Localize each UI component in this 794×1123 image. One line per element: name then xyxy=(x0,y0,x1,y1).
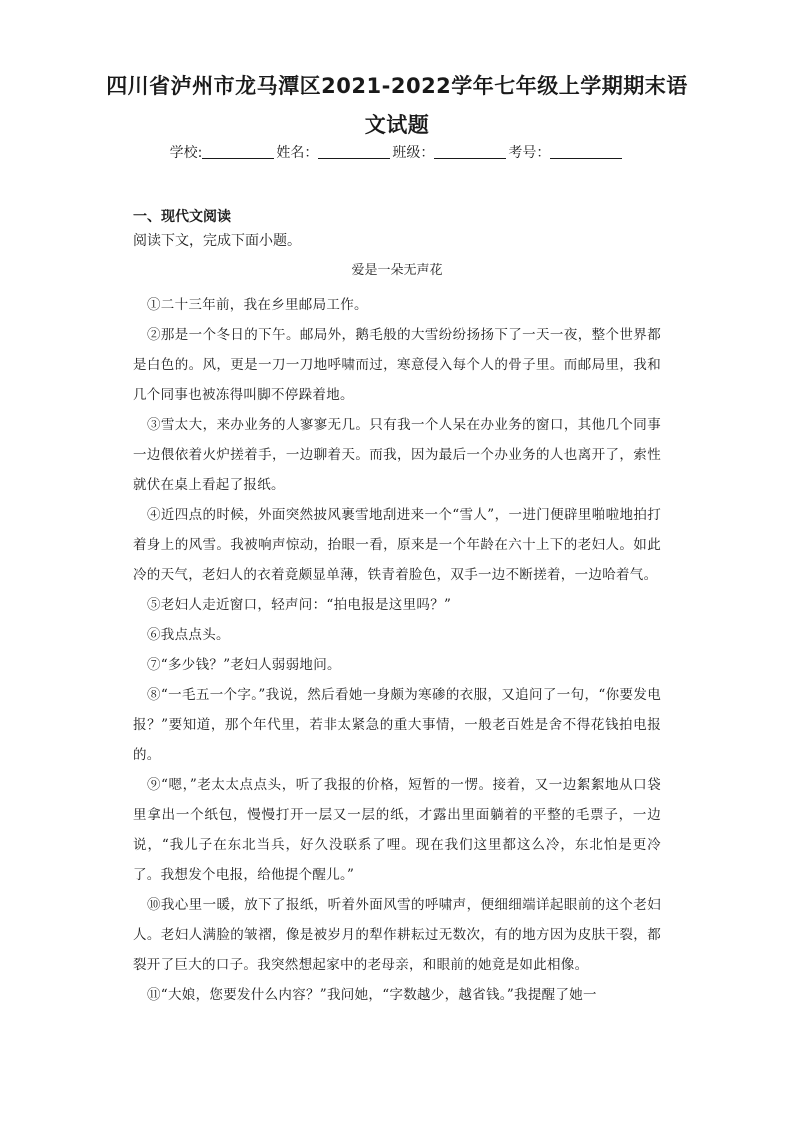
name-label: 姓名： xyxy=(276,145,319,161)
essay-title: 爱是一朵无声花 xyxy=(351,263,443,278)
student-info-row xyxy=(0,145,794,161)
essay-paragraph: ④近四点的时候，外面突然披风裹雪地刮进来一个“雪人”，一进门便辟里啪啦地拍打着身上的风雪。我被响声惊动，抬眼一看，原来是一个年龄在六十上下的老妇人。如此冷的天气，老妇人的衣着竟颇显单薄，铁青着脸色，双手一边不断搓着，一边哈着气。 xyxy=(133,507,661,583)
essay-paragraph: ⑪“大娘，您要发什么内容？”我问她，“字数越少，越省钱。”我提醒了她一 xyxy=(147,987,597,1003)
essay-paragraph: ⑨“嗯，”老太太点点头，听了我报的价格，短暂的一愣。接着，又一边絮絮地从口袋里拿出一个纸包，慢慢打开一层又一层的纸，才露出里面躺着的平整的毛票子，一边说，“我儿子在东北当兵，好久没联系了哩。现在我们这里都这么冷，东北怕是更冷了。我想发个电报，给他提个醒儿。” xyxy=(133,777,661,883)
exam-number-blank[interactable] xyxy=(550,145,622,159)
name-blank[interactable] xyxy=(318,145,390,159)
essay-paragraph: ②那是一个冬日的下午。邮局外，鹅毛般的大雪纷纷扬扬下了一天一夜，整个世界都是白色的。风，更是一刀一刀地呼啸而过，寒意侵入每个人的骨子里。而邮局里，我和几个同事也被冻得叫脚不停跺着地。 xyxy=(133,327,661,403)
class-label: 班级： xyxy=(392,145,435,161)
document-title-line-1: 四川省泸州市龙马潭区2021-2022学年七年级上学期期末语 xyxy=(106,74,688,98)
section-heading: 一、现代文阅读 xyxy=(133,209,231,225)
essay-paragraph: ③雪太大，来办业务的人寥寥无几。只有我一个人呆在办业务的窗口，其他几个同事一边偎依着火炉搓着手，一边聊着天。而我，因为最后一个办业务的人也离开了，索性就伏在桌上看起了报纸。 xyxy=(133,417,661,493)
essay-paragraph: ⑥我点点头。 xyxy=(147,627,230,643)
essay-paragraph: ①二十三年前，我在乡里邮局工作。 xyxy=(147,297,368,313)
school-blank[interactable] xyxy=(202,145,274,159)
class-blank[interactable] xyxy=(434,145,506,159)
essay-paragraph: ⑧“一毛五一个字。”我说，然后看她一身颇为寒碜的衣服，又追问了一句，“你要发电报？”要知道，那个年代里，若非太紧急的重大事情，一般老百姓是舍不得花钱拍电报的。 xyxy=(133,687,661,763)
essay-paragraph: ⑩我心里一暖，放下了报纸，听着外面风雪的呼啸声，便细细端详起眼前的这个老妇人。老妇人满脸的皱褶，像是被岁月的犁作耕耘过无数次，有的地方因为皮肤干裂，都裂开了巨大的口子。我突然想起家中的老母亲，和眼前的她竟是如此相像。 xyxy=(133,897,661,973)
document-title-line-2: 文试题 xyxy=(364,113,430,137)
essay-body xyxy=(133,290,661,1010)
school-label: 学校: xyxy=(169,145,203,161)
exam-number-label: 考号： xyxy=(508,145,551,161)
essay-paragraph: ⑦“多少钱？”老妇人弱弱地问。 xyxy=(147,657,341,673)
section-instruction: 阅读下文，完成下面小题。 xyxy=(133,233,301,249)
essay-paragraph: ⑤老妇人走近窗口，轻声问：“拍电报是这里吗？” xyxy=(147,597,452,613)
